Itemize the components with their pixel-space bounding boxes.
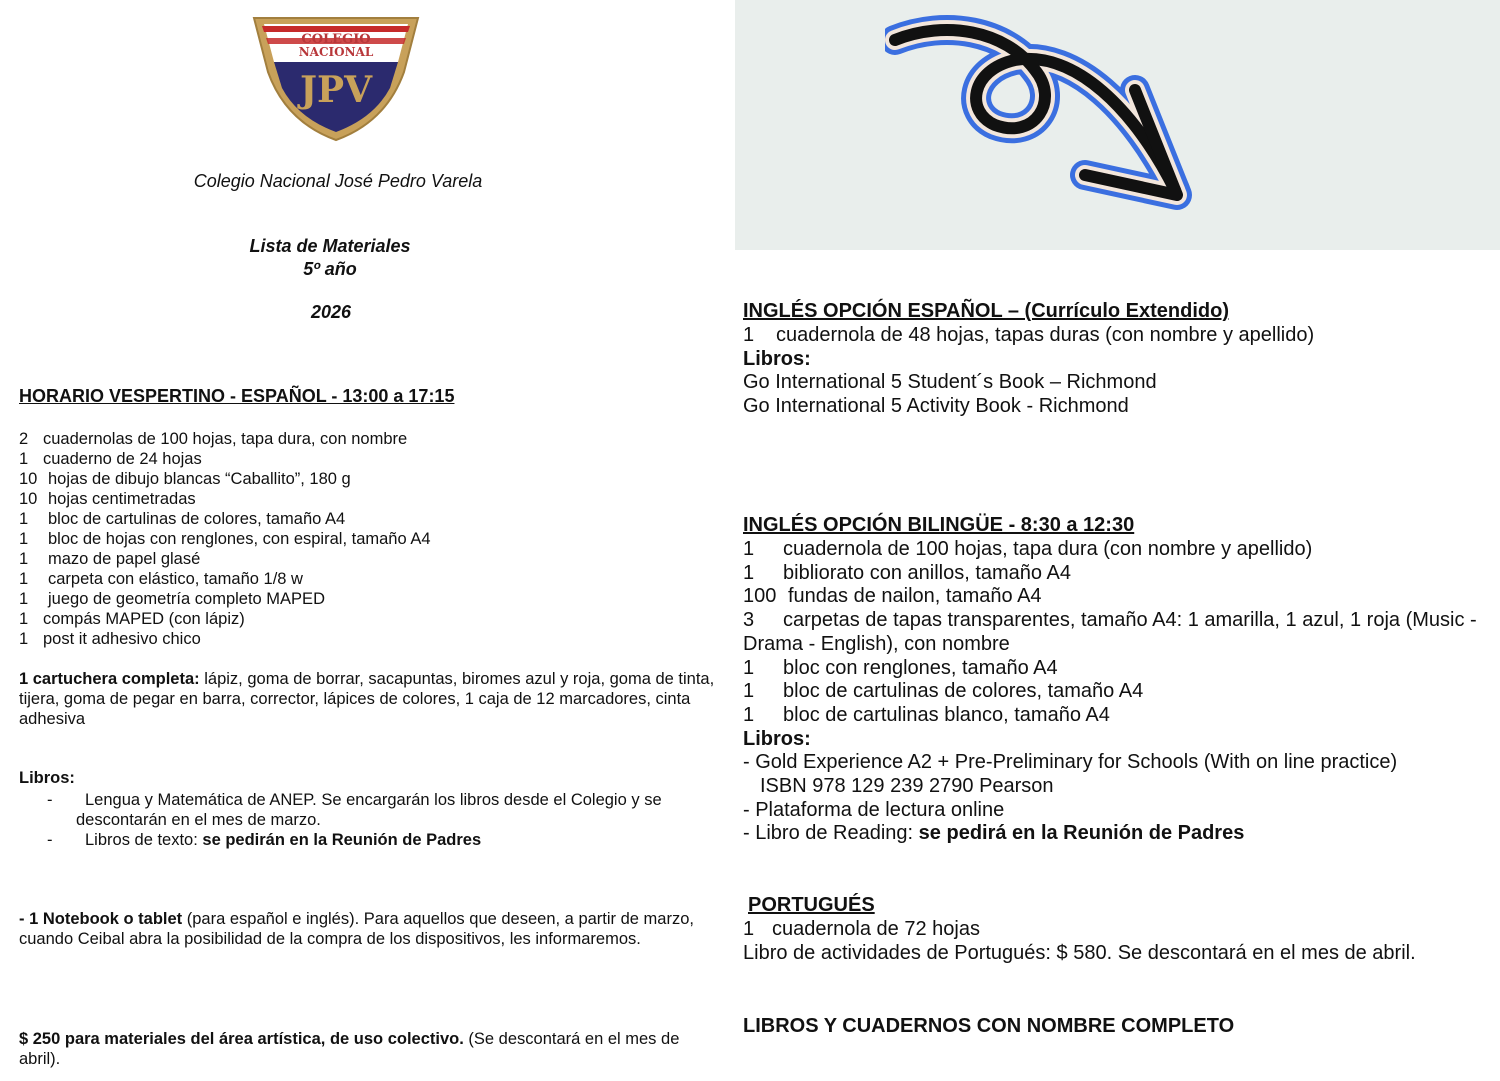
book-isbn: ISBN 978 129 239 2790 Pearson — [760, 775, 1054, 798]
list-item: 1 bloc de cartulinas de colores, tamaño A4 — [19, 510, 346, 528]
list-item: 1 carpeta con elástico, tamaño 1/8 w — [19, 570, 303, 588]
list-item: 1 bloc de cartulinas blanco, tamaño A4 — [743, 703, 1110, 726]
list-item-continuation: descontarán en el mes de marzo. — [76, 811, 321, 829]
portugues-content — [743, 918, 1416, 965]
list-item: 3 carpetas de tapas transparentes, tamaño A4: 1 amarilla, 1 azul, 1 roja (Music - — [743, 609, 1477, 632]
list-item: 1 bloc con renglones, tamaño A4 — [743, 656, 1058, 679]
list-item: - Lengua y Matemática de ANEP. Se encargarán los libros desde el Colegio y se — [47, 791, 662, 809]
ingles-espanol-content — [743, 324, 1314, 419]
materials-list — [19, 429, 431, 649]
list-item: 1 bloc de hojas con renglones, con espiral, tamaño A4 — [19, 530, 431, 548]
book-item: Libro de actividades de Portugués: $ 580. Se descontará en el mes de abril. — [743, 941, 1416, 964]
list-item: 10 hojas de dibujo blancas “Caballito”, 180 g — [19, 470, 351, 488]
svg-text:NACIONAL: NACIONAL — [298, 45, 374, 59]
section-heading-espanol: HORARIO VESPERTINO - ESPAÑOL - 13:00 a 17:15 — [19, 386, 455, 406]
list-item: 1 juego de geometría completo MAPED — [19, 590, 325, 608]
libros-heading: Libros: — [19, 769, 75, 787]
list-item: 1 cuadernola de 100 hojas, tapa dura (con nombre y apellido) — [743, 538, 1313, 560]
book-item: - Plataforma de lectura online — [743, 798, 1005, 821]
school-name: Colegio Nacional José Pedro Varela — [193, 171, 483, 191]
svg-text:COLEGIO: COLEGIO — [301, 32, 371, 47]
list-item: 1 mazo de papel glasé — [19, 550, 201, 568]
list-item: 1 bibliorato con anillos, tamaño A4 — [743, 561, 1071, 584]
ingles-bilingue-content — [743, 538, 1477, 846]
book-item: - Gold Experience A2 + Pre-Preliminary for Schools (With on line practice) — [743, 751, 1398, 774]
school-crest-logo — [250, 10, 422, 142]
year-label: 2026 — [310, 302, 352, 322]
right-page — [735, 0, 1500, 1081]
book-item: - Libro de Reading: se pedirá en la Reunión de Padres — [743, 822, 1245, 845]
list-item: 2 cuadernolas de 100 hojas, tapa dura, con nombre — [19, 430, 408, 448]
notebook-paragraph: - 1 Notebook o tablet (para español e inglés). Para aquellos que deseen, a partir de marzo, cuando Ceibal abra la posibilidad de la compra de los dispositivos, les informaremos. — [19, 910, 694, 948]
footer-note: LIBROS Y CUADERNOS CON NOMBRE COMPLETO — [743, 1015, 1235, 1037]
art-fee-paragraph: $ 250 para materiales del área artística, de uso colectivo. (Se descontará en el mes de abril). — [19, 1030, 680, 1068]
libros-list — [47, 790, 662, 850]
list-item: 1 compás MAPED (con lápiz) — [19, 610, 245, 628]
list-title: Lista de Materiales — [249, 236, 411, 256]
list-item: - Libros de texto: se pedirán en la Reunión de Padres — [47, 831, 482, 849]
libros-heading: Libros: — [743, 727, 811, 750]
list-item: 1 cuadernola de 72 hojas — [743, 918, 980, 940]
book-item: Go International 5 Student´s Book – Richmond — [743, 371, 1157, 394]
left-page — [0, 0, 735, 1081]
libros-heading: Libros: — [743, 347, 811, 370]
list-item-continuation: Drama - English), con nombre — [743, 632, 1010, 655]
list-item: 1 cuaderno de 24 hojas — [19, 450, 202, 468]
svg-text:JPV: JPV — [299, 69, 373, 111]
list-item: 1 bloc de cartulinas de colores, tamaño A4 — [743, 680, 1144, 703]
list-item: 10 hojas centimetradas — [19, 490, 196, 508]
grade-label: 5º año — [303, 259, 357, 279]
list-item: 100 fundas de nailon, tamaño A4 — [743, 585, 1042, 608]
curly-arrow-icon — [885, 0, 1215, 230]
portugues-heading: PORTUGUÉS — [748, 894, 875, 916]
book-item: Go International 5 Activity Book - Richmond — [743, 395, 1129, 418]
ingles-bilingue-heading: INGLÉS OPCIÓN BILINGÜE - 8:30 a 12:30 — [743, 514, 1135, 536]
list-item: 1 post it adhesivo chico — [19, 630, 201, 648]
pencil-case-paragraph: 1 cartuchera completa: lápiz, goma de borrar, sacapuntas, biromes azul y roja, goma de tinta, tijera, goma de pegar en barra, corrector, lápices de colores, 1 caja de 12 marcadores, cinta adhesiva — [19, 670, 715, 728]
ingles-espanol-heading: INGLÉS OPCIÓN ESPAÑOL – (Currículo Extendido) — [743, 300, 1229, 322]
list-item: 1 cuadernola de 48 hojas, tapas duras (con nombre y apellido) — [743, 324, 1315, 346]
